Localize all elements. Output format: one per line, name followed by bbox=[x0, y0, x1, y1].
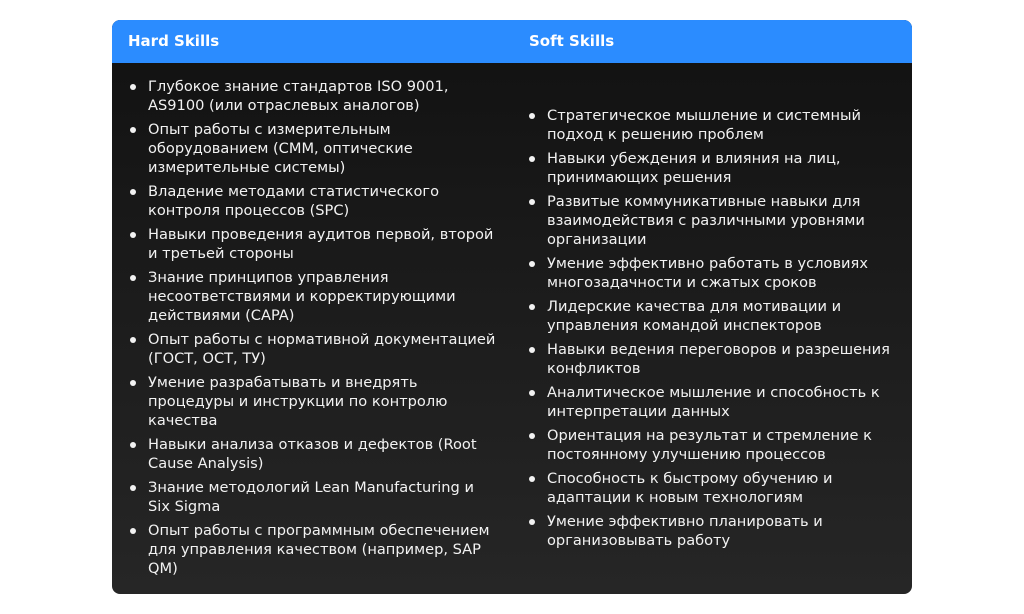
list-item: Умение эффективно работать в условиях многозадачности и сжатых сроков bbox=[526, 254, 902, 292]
list-item: Навыки анализа отказов и дефектов (Root Cause Analysis) bbox=[127, 435, 500, 473]
list-item: Лидерские качества для мотивации и управления командой инспекторов bbox=[526, 297, 902, 335]
hard-skills-column bbox=[112, 63, 512, 583]
list-item: Навыки проведения аудитов первой, второй и третьей стороны bbox=[127, 225, 500, 263]
list-item: Способность к быстрому обучению и адаптации к новым технологиям bbox=[526, 469, 902, 507]
header-hard-skills: Hard Skills bbox=[128, 32, 220, 50]
list-item: Навыки ведения переговоров и разрешения конфликтов bbox=[526, 340, 902, 378]
list-item: Ориентация на результат и стремление к постоянному улучшению процессов bbox=[526, 426, 902, 464]
list-item: Опыт работы с измерительным оборудованием (CMM, оптические измерительные системы) bbox=[127, 120, 500, 177]
list-item: Опыт работы с нормативной документацией (ГОСТ, ОСТ, ТУ) bbox=[127, 330, 500, 368]
hard-skills-list bbox=[127, 77, 500, 578]
list-item: Стратегическое мышление и системный подход к решению проблем bbox=[526, 106, 902, 144]
list-item: Знание принципов управления несоответствиями и корректирующими действиями (CAPA) bbox=[127, 268, 500, 325]
table-body bbox=[112, 63, 912, 583]
list-item: Владение методами статистического контроля процессов (SPC) bbox=[127, 182, 500, 220]
skills-table bbox=[112, 20, 912, 594]
header-soft-skills: Soft Skills bbox=[529, 32, 615, 50]
list-item: Опыт работы с программным обеспечением для управления качеством (например, SAP QM) bbox=[127, 521, 500, 578]
soft-skills-column bbox=[512, 63, 912, 583]
list-item: Глубокое знание стандартов ISO 9001, AS9100 (или отраслевых аналогов) bbox=[127, 77, 500, 115]
soft-skills-list bbox=[526, 106, 902, 550]
table-header bbox=[112, 20, 912, 63]
list-item: Аналитическое мышление и способность к интерпретации данных bbox=[526, 383, 902, 421]
list-item: Развитые коммуникативные навыки для взаимодействия с различными уровнями организации bbox=[526, 192, 902, 249]
list-item: Знание методологий Lean Manufacturing и Six Sigma bbox=[127, 478, 500, 516]
list-item: Умение разрабатывать и внедрять процедуры и инструкции по контролю качества bbox=[127, 373, 500, 430]
list-item: Навыки убеждения и влияния на лиц, принимающих решения bbox=[526, 149, 902, 187]
list-item: Умение эффективно планировать и организовывать работу bbox=[526, 512, 902, 550]
